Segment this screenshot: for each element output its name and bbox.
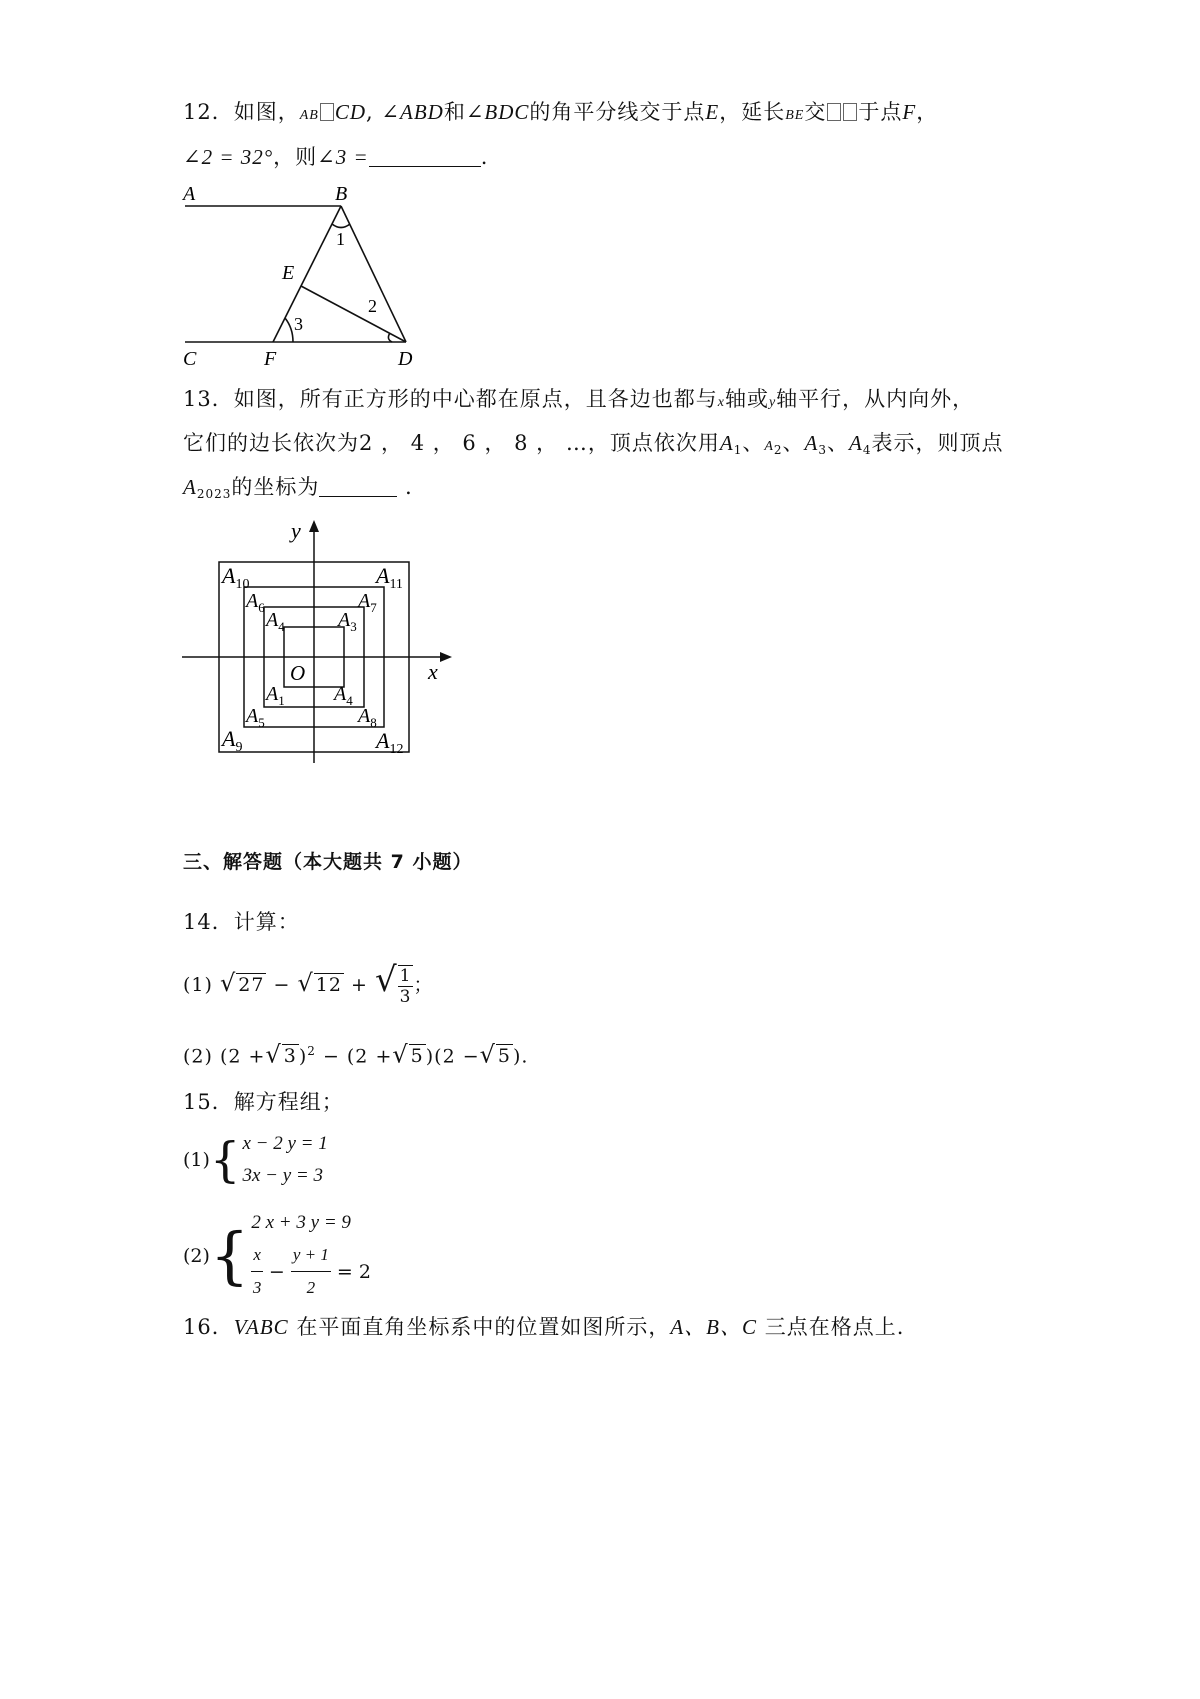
fig-label-F: F — [264, 348, 277, 368]
vertex-A10: $A_{10}$ — [222, 563, 250, 592]
q13-line2: 它们的边长依次为2 ， 4 ， 6 ， 8 ， …，顶点依次用$A_1$、$A_2$、$A_3$、$A_4$表示，则顶点 — [183, 431, 1004, 457]
fig-label-E: E — [282, 262, 295, 284]
vertex-A9: $A_9$ — [222, 726, 243, 755]
vertex-A11: $A_{11}$ — [376, 563, 403, 592]
missing-glyph-box — [827, 103, 841, 121]
vertex-A12: $A_{12}$ — [376, 728, 404, 757]
axis-y-label: y — [291, 520, 301, 543]
origin-label: O — [290, 661, 306, 685]
q13-line1: 13．如图，所有正方形的中心都在原点，且各边也都与x轴或y轴平行，从内向外， — [183, 387, 975, 411]
fig-label-B: B — [335, 183, 348, 205]
q12-line2: ∠2 = 32°，则∠3 = . — [183, 145, 489, 169]
q14-title: 14．计算： — [183, 910, 300, 934]
fig-label-A: A — [183, 183, 196, 205]
vertex-A1: $A_1$ — [266, 683, 285, 708]
vertex-A8: $A_8$ — [358, 705, 377, 730]
vertex-A4-bottom: $A_4$ — [334, 683, 353, 708]
fig-angle-1: 1 — [336, 229, 345, 249]
section-3-title: 三、解答题（本大题共 7 小题） — [183, 851, 473, 873]
q15-title: 15．解方程组； — [183, 1090, 344, 1114]
fig-angle-3: 3 — [294, 314, 303, 334]
fraction-x-3: $\frac{x}{3}$ — [251, 1239, 263, 1304]
vertex-A6: $A_6$ — [246, 590, 265, 615]
q16-line: 16．VABC 在平面直角坐标系中的位置如图所示，A、B、C 三点在格点上. — [183, 1315, 905, 1339]
q13-line3: $A_{2023}$的坐标为 ． — [183, 475, 428, 501]
vertex-A4-top: $A_4$ — [266, 609, 285, 634]
q13-figure — [178, 520, 458, 770]
q12-figure — [178, 183, 448, 368]
fraction: $\frac{1}{3}$ — [399, 966, 412, 1007]
answer-blank — [369, 146, 481, 167]
axis-x-label: x — [428, 659, 438, 684]
vertex-A7: $A_7$ — [358, 590, 377, 615]
vertex-A3: $A_3$ — [338, 609, 357, 634]
missing-glyph-box — [320, 103, 334, 121]
answer-blank — [319, 476, 397, 497]
q15-part1: (1) { x − 2 y = 1 3x − y = 3 — [183, 1132, 328, 1188]
fig-label-C: C — [183, 348, 197, 368]
q14-part1: (1) √ 27 − √ 12 + √ $\frac{1}{3}$ ； — [183, 960, 434, 1007]
q15-part2: (2) { 2 x + 3 y = 9 $\frac{x}{3}$ − $\frac{y + 1}{2}$ = 2 — [183, 1207, 371, 1304]
fig-label-D: D — [398, 348, 413, 368]
q12-line1: 12．如图，AB CD, ∠ABD和∠BDC的角平分线交于点E，延长BE交 于点F， — [183, 100, 939, 124]
vertex-A5: $A_5$ — [246, 705, 265, 730]
fig-angle-2: 2 — [368, 296, 377, 316]
missing-glyph-box — [843, 103, 857, 121]
q14-part2: (2) (2 +√ 3 )$^2$ − (2 +√ 5 )(2 −√ 5 ). — [183, 1040, 529, 1069]
fraction-y1-2: $\frac{y + 1}{2}$ — [291, 1239, 331, 1304]
